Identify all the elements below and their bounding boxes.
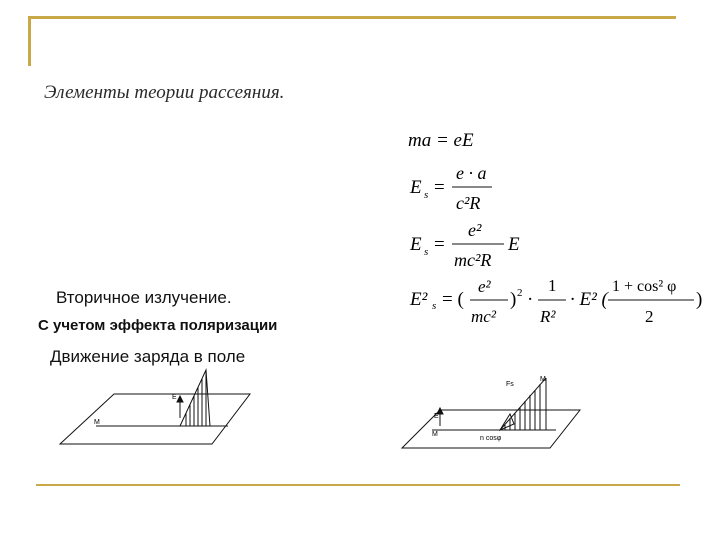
secondary-radiation-label: Вторичное излучение. — [56, 288, 232, 307]
f2-lhs: E — [410, 177, 422, 198]
right-m2-label: M — [540, 376, 546, 383]
formula-es-acceleration — [409, 163, 492, 213]
f2-eq: = — [434, 177, 445, 198]
polarization-label: С учетом эффекта поляризации — [38, 317, 278, 334]
left-charge-diagram — [60, 370, 250, 444]
f3-den: mc²R — [454, 250, 492, 270]
f3-num: e² — [468, 220, 482, 240]
f4-num3: 1 + cos² φ — [612, 278, 677, 295]
f3-eq: = — [434, 234, 445, 255]
f4-close: ) — [696, 289, 703, 310]
f4-mid: · E² ( — [570, 289, 608, 310]
right-e-label: E — [434, 413, 439, 420]
f4-num1: e² — [478, 277, 491, 296]
f3-lhs: E — [410, 234, 422, 255]
right-ncos-label: n cosφ — [480, 435, 502, 442]
f4-eq-open: = ( — [442, 289, 464, 310]
right-fs-label: Fs — [506, 381, 514, 388]
f2-den: c²R — [456, 193, 481, 213]
f3-sub: s — [424, 246, 429, 258]
f4-lhs: E² — [410, 289, 428, 310]
left-e-label: E — [172, 394, 177, 401]
f4-den1: mc² — [471, 307, 496, 326]
left-plane — [60, 394, 250, 444]
right-plane — [402, 410, 580, 448]
f2-num: e · a — [456, 163, 487, 183]
charge-motion-label: Движение заряда в поле — [50, 347, 246, 366]
f4-close1: ) — [510, 289, 517, 310]
f4-den2: R² — [540, 307, 556, 326]
slide-title: Элементы теории рассеяния. — [44, 82, 285, 103]
left-m-label: M — [94, 419, 100, 426]
f4-pow: 2 — [517, 287, 523, 299]
left-e-arrowhead — [177, 396, 183, 402]
f4-sub: s — [432, 300, 437, 312]
f3-tail: E — [508, 234, 520, 255]
f2-sub: s — [424, 189, 429, 201]
formula-es-field — [409, 220, 520, 270]
f4-num2: 1 — [548, 276, 557, 295]
formula-newton: ma = eE — [408, 130, 474, 151]
formula-es-squared — [409, 276, 702, 326]
f4-den3: 2 — [645, 307, 654, 326]
f4-dot: · — [527, 289, 534, 310]
right-m-label: M — [432, 431, 438, 438]
